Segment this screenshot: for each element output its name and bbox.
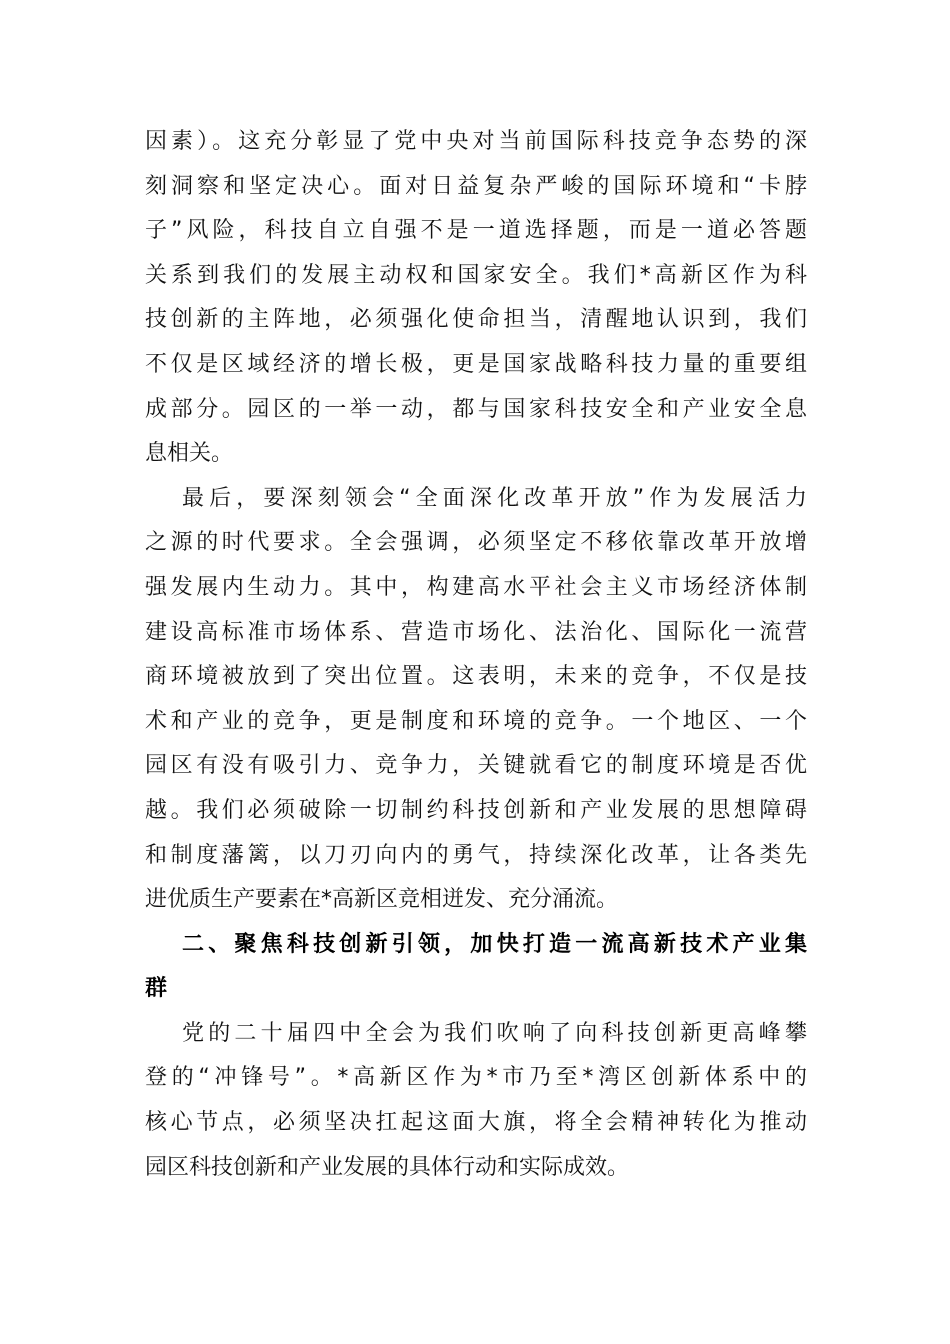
text-line: 和制度藩篱，以刀刃向内的勇气，持续深化改革，让各类先: [145, 842, 807, 868]
text-line: 强发展内生动力。其中，构建高水平社会主义市场经济体制: [145, 574, 807, 600]
text-line: 最后，要深刻领会“全面深化改革开放”作为发展活力: [182, 485, 807, 511]
text-line: 党的二十届四中全会为我们吹响了向科技创新更高峰攀: [182, 1020, 807, 1046]
paragraph-reform: [145, 477, 807, 923]
text-line: 园区科技创新和产业发展的具体行动和实际成效。: [145, 1154, 630, 1180]
text-line: 园区有没有吸引力、竞争力，关键就看它的制度环境是否优: [145, 753, 807, 779]
text-line: 因素）。这充分彰显了党中央对当前国际科技竞争态势的深: [145, 129, 807, 154]
heading-line: 群: [145, 976, 168, 1002]
text-line: 技创新的主阵地，必须强化使命担当，清醒地认识到，我们: [145, 307, 807, 333]
text-line: 息相关。: [145, 441, 234, 467]
text-line: 术和产业的竞争，更是制度和环境的竞争。一个地区、一个: [145, 708, 807, 734]
text-line: 子”风险，科技自立自强不是一道选择题，而是一道必答题: [145, 218, 807, 244]
text-line: 关系到我们的发展主动权和国家安全。我们*高新区作为科: [145, 262, 807, 288]
paragraph-innovation: [145, 1012, 807, 1190]
text-line: 成部分。园区的一举一动，都与国家科技安全和产业安全息: [145, 396, 807, 422]
document-page: [145, 120, 807, 1190]
text-line: 登的“冲锋号”。*高新区作为*市乃至*湾区创新体系中的: [145, 1065, 807, 1091]
text-line: 进优质生产要素在*高新区竞相迸发、充分涌流。: [145, 887, 619, 913]
text-line: 建设高标准市场体系、营造市场化、法治化、国际化一流营: [145, 619, 807, 645]
text-line: 商环境被放到了突出位置。这表明，未来的竞争，不仅是技: [145, 664, 807, 690]
section-heading: [145, 923, 807, 1012]
text-line: 之源的时代要求。全会强调，必须坚定不移依靠改革开放增: [145, 530, 807, 556]
text-line: 刻洞察和坚定决心。面对日益复杂严峻的国际环境和“卡脖: [145, 173, 807, 199]
paragraph-continued: [145, 120, 807, 477]
text-line: 核心节点，必须坚决扛起这面大旗，将全会精神转化为推动: [145, 1110, 807, 1136]
text-line: 不仅是区域经济的增长极，更是国家战略科技力量的重要组: [145, 351, 807, 377]
text-line: 越。我们必须破除一切制约科技创新和产业发展的思想障碍: [145, 797, 807, 823]
heading-line: 二、聚焦科技创新引领，加快打造一流高新技术产业集: [182, 931, 807, 957]
